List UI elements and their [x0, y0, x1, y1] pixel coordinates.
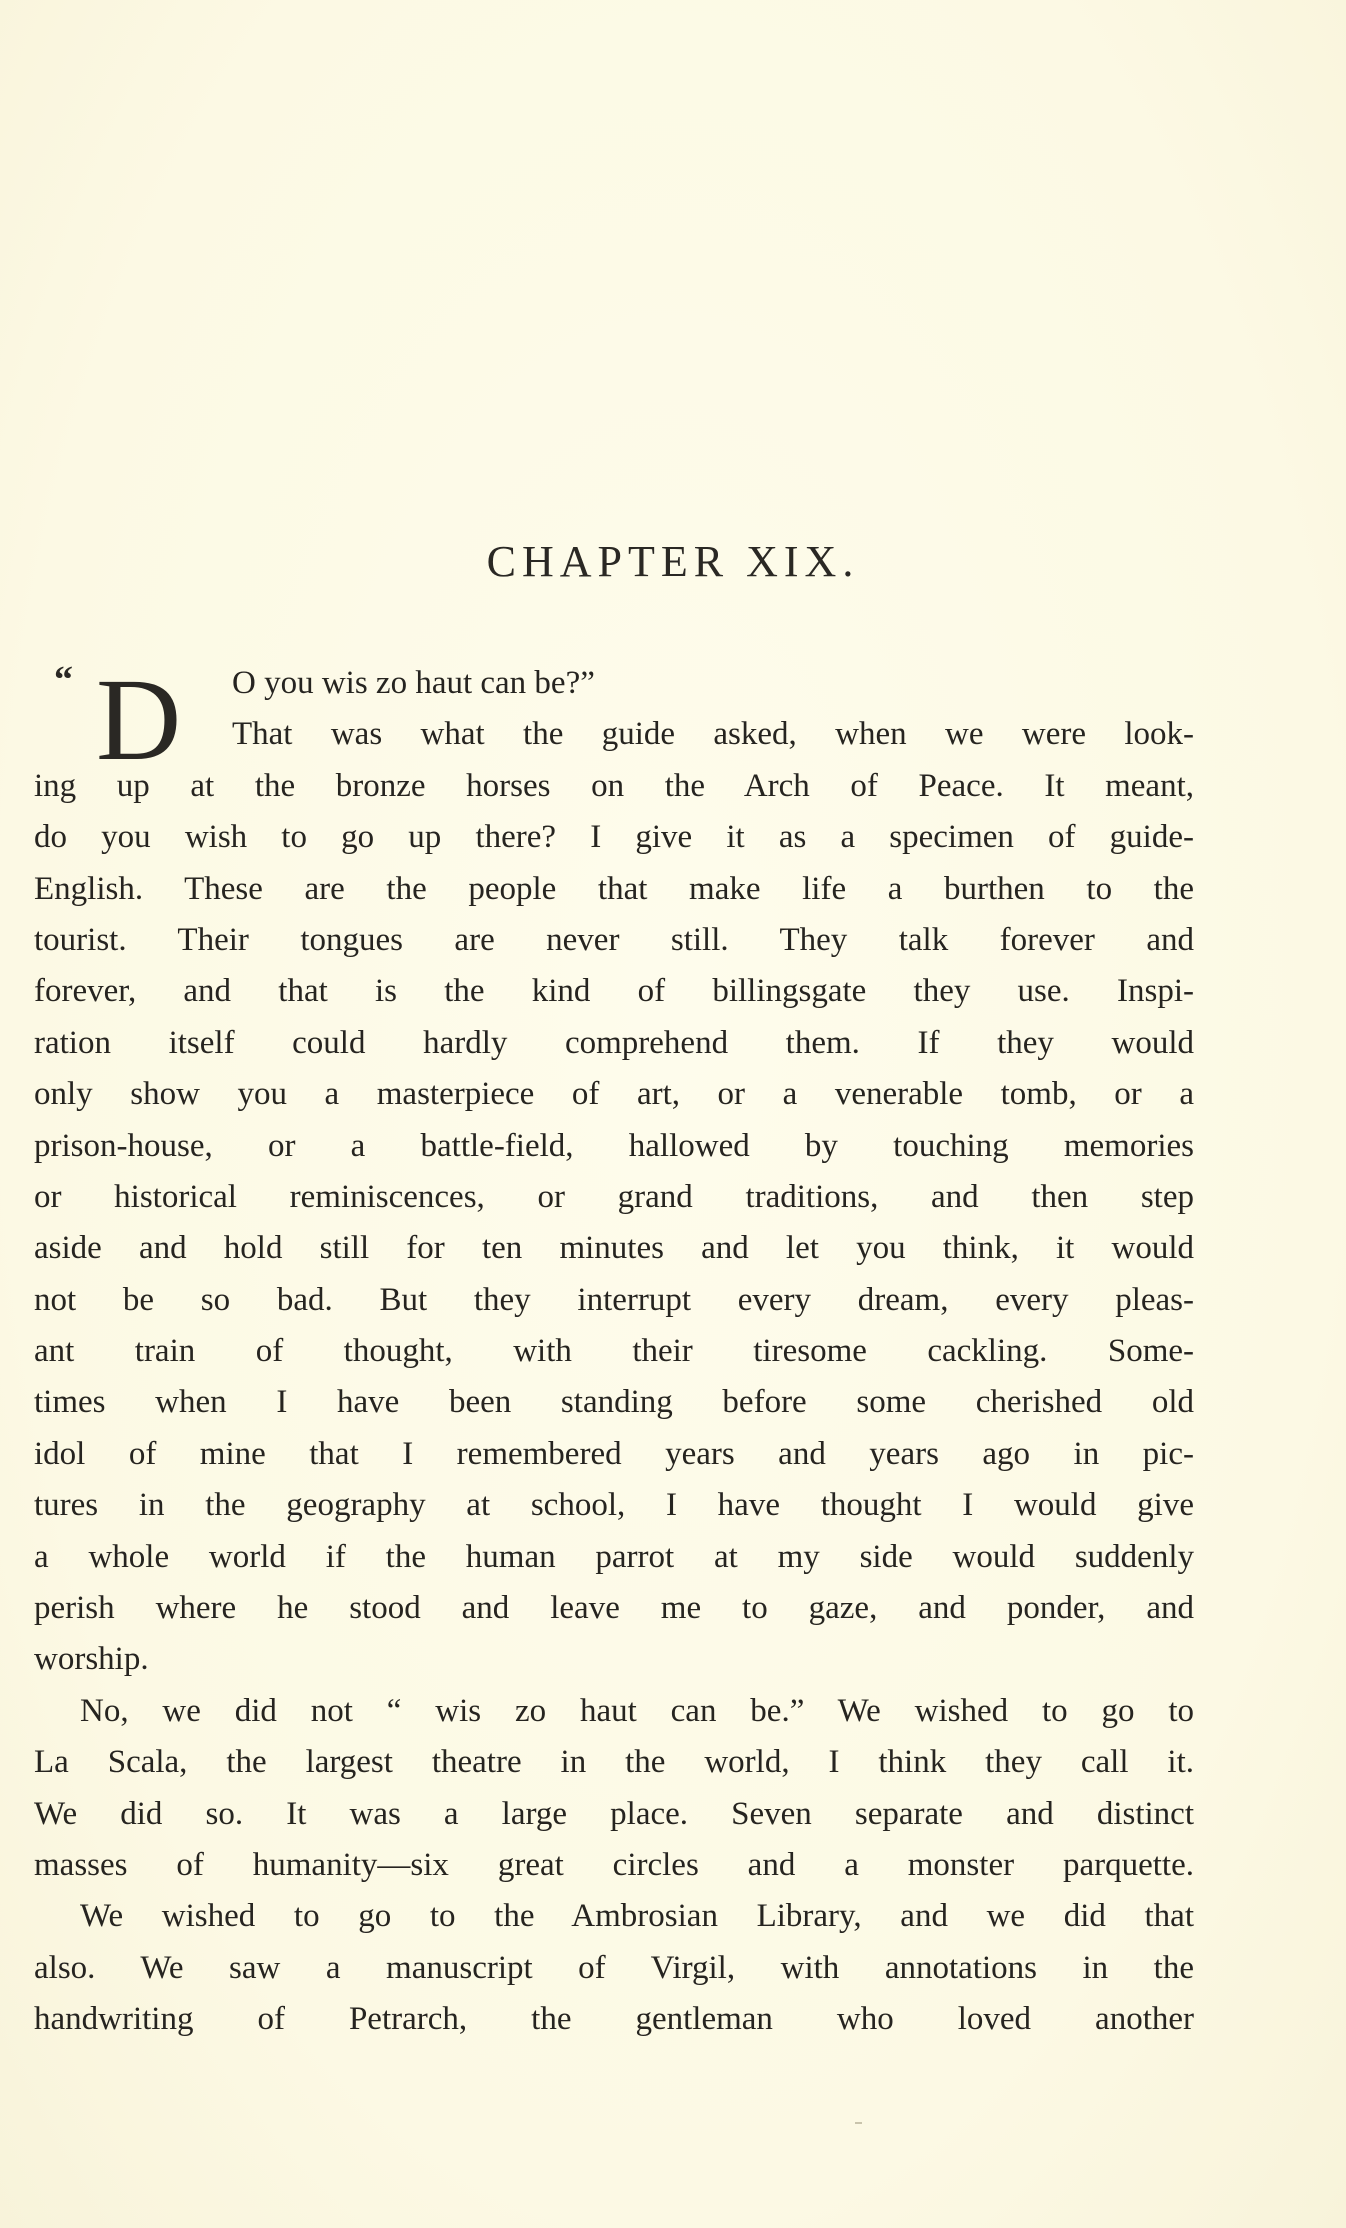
text-line: No, we did not “ wis zo haut can be.” We wished to go to: [80, 1692, 1194, 1729]
text-line: We wished to go to the Ambrosian Library, and we did that: [80, 1898, 1194, 1935]
text-line: worship.: [34, 1641, 149, 1678]
text-line: perish where he stood and leave me to gaze, and ponder, and: [34, 1590, 1194, 1627]
text-line: a whole world if the human parrot at my side would suddenly: [34, 1538, 1194, 1575]
text-line: also. We saw a manuscript of Virgil, with annotations in the: [34, 1949, 1194, 1986]
text-line: not be so bad. But they interrupt every dream, every pleas-: [34, 1281, 1194, 1318]
text-line: only show you a masterpiece of art, or a venerable tomb, or a: [34, 1076, 1194, 1113]
text-line: ing up at the bronze horses on the Arch of Peace. It meant,: [34, 767, 1194, 804]
text-line: English. These are the people that make life a burthen to the: [34, 870, 1194, 907]
opening-quote-mark: “: [54, 659, 73, 701]
paper-speck: [855, 2122, 862, 2124]
text-line: times when I have been standing before some cherished old: [34, 1384, 1194, 1421]
text-line: We did so. It was a large place. Seven separate and distinct: [34, 1795, 1194, 1832]
text-line: idol of mine that I remembered years and years ago in pic-: [34, 1435, 1194, 1472]
text-line: aside and hold still for ten minutes and let you think, it would: [34, 1230, 1194, 1267]
chapter-heading: CHAPTER XIX.: [486, 537, 860, 586]
text-line: or historical reminiscences, or grand traditions, and then step: [34, 1178, 1194, 1215]
text-line: tourist. Their tongues are never still. They talk forever and: [34, 921, 1194, 958]
chapter-body-text: [34, 654, 1194, 2046]
text-line: ration itself could hardly comprehend them. If they would: [34, 1024, 1194, 1061]
text-line: masses of humanity—six great circles and a monster parquette.: [34, 1846, 1194, 1883]
text-line: do you wish to go up there? I give it as a specimen of guide-: [34, 819, 1194, 856]
text-line: La Scala, the largest theatre in the world, I think they call it.: [34, 1744, 1194, 1781]
text-line: prison-house, or a battle-field, hallowed by touching memories: [34, 1127, 1194, 1164]
drop-cap-letter: D: [96, 654, 182, 785]
text-line: O you wis zo haut can be?”: [232, 665, 595, 701]
text-line: That was what the guide asked, when we were look-: [232, 716, 1194, 753]
text-line: tures in the geography at school, I have thought I would give: [34, 1487, 1194, 1524]
text-line: handwriting of Petrarch, the gentleman who loved another: [34, 2001, 1194, 2038]
text-line: forever, and that is the kind of billingsgate they use. Inspi-: [34, 973, 1194, 1010]
text-line: ant train of thought, with their tiresome cackling. Some-: [34, 1333, 1194, 1370]
